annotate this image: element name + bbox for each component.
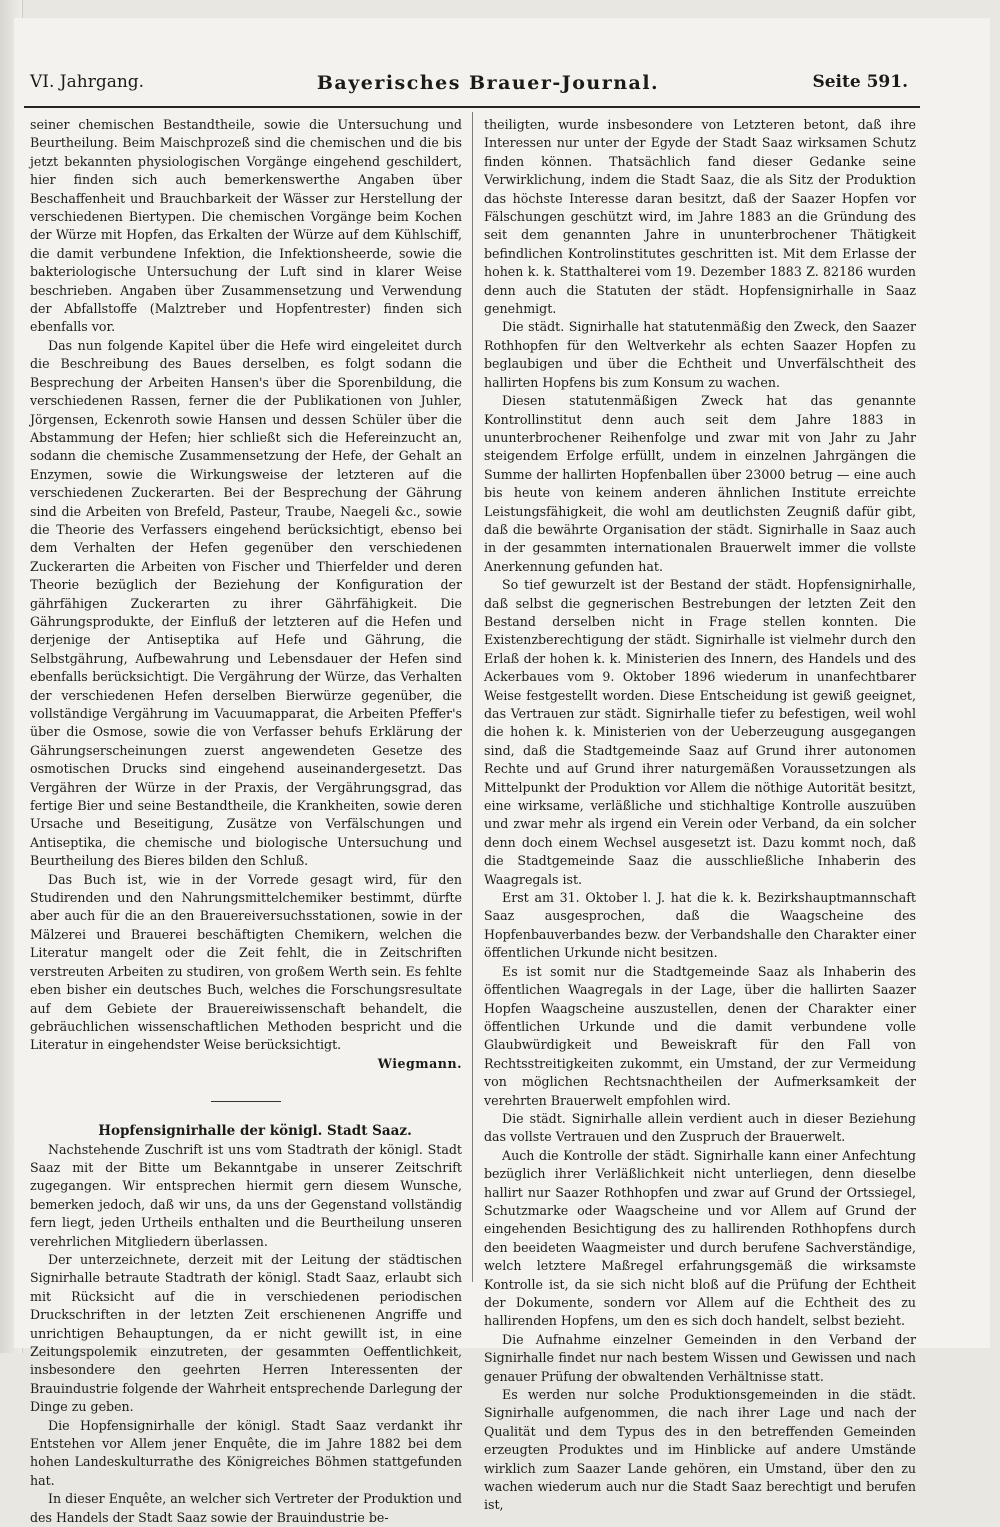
article-title: Hopfensignirhalle der königl. Stadt Saaz. — [98, 1123, 412, 1140]
left-column — [30, 116, 462, 1525]
column-divider — [472, 112, 473, 1282]
paragraph: In dieser Enquête, an welcher sich Vertreter der Produktion und des Handels der Stadt Saaz sowie der Brauindustrie be- — [30, 1491, 462, 1525]
paragraph: So tief gewurzelt ist der Bestand der städt. Hopfensignirhalle, daß selbst die gegnerischen Bestrebungen der letzten Zeit den Bestand derselben nicht in Frage stellen konnten. Die Existenzberechtigung der städt. Signirhalle ist vielmehr durch den Erlaß der hohen k. k. Ministerien des Innern, des Handels und des Ackerbaues vom 9. Oktober 1896 wiederum in unanfechtbarer Weise festgestellt worden. Diese Entscheidung ist gewiß geeignet, das Vertrauen zur städt. Signirhalle tiefer zu befestigen, weil wohl die hohen k. k. Ministerien von der Ueberzeugung ausgegangen sind, daß die Stadtgemeinde Saaz auf Grund ihrer autonomen Rechte und auf Grund ihrer naturgemäßen Voraussetzungen als Mittelpunkt der Produktion vor Allem die nöthige Autorität besitzt, eine wirksame, verläßliche und stichhaltige Kontrolle auszuüben und zwar mehr als irgend ein Verein oder Verband, da ein solcher denn doch einem Wechsel ausgesetzt ist. Dazu kommt noch, daß die Stadtgemeinde Saaz die ausschließliche Inhaberin des Waagregals ist. — [484, 577, 916, 887]
paragraph: Es werden nur solche Produktionsgemeinden in die städt. Signirhalle aufgenommen, die nach ihrer Lage und nach der Qualität und dem Typus des in den betreffenden Gemeinden erzeugten Produktes und im Hinblicke auf andere Umstände wirklich zum Saazer Lande gehören, ein Umstand, über den zu wachen wiederum auch nur die Stadt Saaz berechtigt und berufen ist, — [484, 1387, 916, 1513]
paragraph: Erst am 31. Oktober l. J. hat die k. k. Bezirkshauptmannschaft Saaz ausgesprochen, daß die Waagscheine des Hopfenbauverbandes bezw. der Verbandshalle den Charakter einer öffentlichen Urkunde nicht besitzen. — [484, 890, 916, 961]
paragraph: seiner chemischen Bestandtheile, sowie die Untersuchung und Beurtheilung. Beim Maischprozeß sind die chemischen und die bis jetzt bekannten physiologischen Vorgänge eingehend geschildert, hier finden sich auch bemerkenswerthe Angaben über Beschaffenheit und Brauchbarkeit der Wässer zur Herstellung der verschiedenen Biertypen. Die chemischen Vorgänge beim Kochen der Würze mit Hopfen, das Erkalten der Würze auf dem Kühlschiff, die damit verbundene Infektion, die Infektionsheerde, sowie die bakteriologische Untersuchung der Luft sind in klarer Weise beschrieben. Angaben über Zusammensetzung und Verwendung der Abfallstoffe (Malztreber und Hopfentrester) finden sich ebenfalls vor. — [30, 117, 462, 335]
header-rule — [24, 106, 920, 108]
paragraph: Diesen statutenmäßigen Zweck hat das genannte Kontrollinstitut denn auch seit dem Jahre 1883 in ununterbrochener Reihenfolge und zwar mit von Jahr zu Jahr steigendem Erfolge erfüllt, undem in einzelnen Jahrgängen die Summe der hallirten Hopfenballen über 23000 betrug — eine auch bis heute von keinem anderen ähnlichen Institute erreichte Leistungsfähigkeit, die wohl am deutlichsten Zeugniß dafür gibt, daß die bewährte Organisation der städt. Signirhalle in Saaz auch in der gesammten internationalen Brauerwelt immer die vollste Anerkennung gefunden hat. — [484, 393, 916, 574]
paragraph: Die städt. Signirhalle allein verdient auch in dieser Beziehung das vollste Vertrauen und den Zuspruch der Brauerwelt. — [484, 1110, 916, 1145]
paragraph: Die Hopfensignirhalle der königl. Stadt Saaz verdankt ihr Entstehen vor Allem jener Enquête, die im Jahre 1882 bei dem hohen Landeskulturrathe des Königreiches Böhmen stattgefunden hat. — [30, 1417, 462, 1488]
author-signature: Wiegmann. — [377, 1055, 462, 1071]
paragraph: Die städt. Signirhalle hat statutenmäßig den Zweck, den Saazer Rothhopfen für den Weltverkehr als echten Saazer Hopfen zu beglaubigen und über die Echtheit und Unverfälschtheit des hallirten Hopfens bis zum Konsum zu wachen. — [484, 319, 916, 390]
paragraph: Das nun folgende Kapitel über die Hefe wird eingeleitet durch die Beschreibung des Baues derselben, es folgt sodann die Besprechung der Arbeiten Hansen's über die Sporenbildung, die verschiedenen Rassen, ferner die der Publikationen von Juhler, Jörgensen, Eckenroth sowie Hansen und dessen Schüler über die Abstammung der Hefen; hier schließt sich die Hefereinzucht an, sodann die chemische Zusammensetzung der Hefe, der Gehalt an Enzymen, sowie die Wirkungsweise der letzteren auf die verschiedenen Zuckerarten. Bei der Besprechung der Gährung sind die Arbeiten von Brefeld, Pasteur, Traube, Naegeli &c., sowie die Theorie des Verfassers eingehend berücksichtigt, ebenso bei dem Verhalten der Hefen gegenüber den verschiedenen Zuckerarten die Arbeiten von Fischer und Thierfelder und deren Theorie bezüglich der Beziehung der Konfiguration der gährfähigen Zuckerarten zu ihrer Gährfähigkeit. Die Gährungsprodukte, der Einfluß der letzteren auf die Hefen und derjenige der Antiseptika auf Hefe und Gährung, die Selbstgährung, Aufbewahrung und Lebensdauer der Hefen sind ebenfalls berücksichtigt. Die Vergährung der Würze, das Verhalten der verschiedenen Hefen derselben Bierwürze gegenüber, die vollständige Vergährung im Vacuumapparat, die Arbeiten Pfeffer's über die Osmose, sowie die von Verfasser behufs Erklärung der Gährungserscheinungen zuerst angewendeten Gesetze des osmotischen Drucks sind eingehend auseinandergesetzt. Das Vergähren der Würze in der Praxis, der Vergährungsgrad, das fertige Bier und seine Bestandtheile, die Krankheiten, sowie deren Ursache und Beseitigung, Zusätze von Verfälschungen und Antiseptika, die chemische und biologische Untersuchung und Beurtheilung des Bieres bilden den Schluß. — [30, 337, 462, 869]
page-number: Seite 591. — [812, 72, 908, 92]
section-separator — [211, 1101, 281, 1102]
page-header — [30, 64, 908, 98]
paragraph: Das Buch ist, wie in der Vorrede gesagt wird, für den Studirenden und den Nahrungsmittelchemiker bestimmt, dürfte aber auch für die an den Brauereiversuchsstationen, sowie in der Mälzerei und Brauerei beschäftigten Chemikern, welchen die Literatur mangelt oder die Zeit fehlt, die in Zeitschriften verstreuten Arbeiten zu studiren, von großem Werth sein. Es fehlte eben bisher ein deutsches Buch, welches die Forschungsresultate auf dem Gebiete der Brauereiwissenschaft behandelt, die gebräuchlichen wissenschaftlichen Methoden bespricht und die Literatur in eingehendster Weise berücksichtigt. — [30, 871, 462, 1053]
paragraph: Nachstehende Zuschrift ist uns vom Stadtrath der königl. Stadt Saaz mit der Bitte um Bekanntgabe in unserer Zeitschrift zugegangen. Wir entsprechen hiermit gern diesem Wunsche, bemerken jedoch, daß wir uns, da uns der Gegenstand vollständig fern liegt, jeden Urtheils enthalten und die Beurtheilung unseren verehrlichen Mitgliedern überlassen. — [30, 1141, 462, 1249]
paragraph: theiligten, wurde insbesondere von Letzteren betont, daß ihre Interessen nur unter der Egyde der Stadt Saaz wirksamen Schutz finden können. Thatsächlich fand dieser Gedanke seine Verwirklichung, indem die Stadt Saaz, die als Sitz der Produktion das höchste Interesse daran besitzt, daß der Saazer Hopfen vor Fälschungen geschützt wird, im Jahre 1883 an die Gründung des seit dem genannten Jahre in ununterbrochener Thätigkeit befindlichen Kontrolinstitutes geschritten ist. Mit dem Erlasse der hohen k. k. Statthalterei vom 19. Dezember 1883 Z. 82186 wurden denn auch die Statuten der städt. Hopfensignirhalle in Saaz genehmigt. — [484, 117, 916, 317]
journal-title: Bayerisches Brauer-Journal. — [316, 72, 660, 94]
paragraph: Auch die Kontrolle der städt. Signirhalle kann einer Anfechtung bezüglich ihrer Verläßlichkeit nicht unterliegen, denn dieselbe hallirt nur Saazer Rothhopfen und zwar auf Grund der Ortssiegel, Schutzmarke oder Waagscheine und vor Allem auf Grund der eingehenden Besichtigung des zu hallirenden Rothhopfens durch den beeideten Waagmeister und durch berufene Sachverständige, welch letztere Maßregel erfahrungsgemäß die wirksamste Kontrolle ist, da sie sich nicht bloß auf die Prüfung der Echtheit der Dokumente, sondern vor Allem auf die Echtheit des zu hallirenden Hopfens, um den es sich doch handelt, selbst bezieht. — [484, 1147, 916, 1329]
volume-label: VI. Jahrgang. — [30, 72, 145, 92]
right-column — [484, 116, 916, 1513]
paragraph: Der unterzeichnete, derzeit mit der Leitung der städtischen Signirhalle betraute Stadtrath der königl. Stadt Saaz, erlaubt sich mit Rücksicht auf die in verschiedenen periodischen Druckschriften in der letzten Zeit erschienenen Angriffe und unrichtigen Behauptungen, da er nicht gewillt ist, in eine Zeitungspolemik einzutreten, der gesammten Oeffentlichkeit, insbesondere den geehrten Herren Interessenten der Brauindustrie folgende der Wahrheit entsprechende Darlegung der Dinge zu geben. — [30, 1251, 462, 1415]
paragraph: Es ist somit nur die Stadtgemeinde Saaz als Inhaberin des öffentlichen Waagregals in der Lage, über die hallirten Saazer Hopfen Waagscheine auszustellen, denen der Charakter einer öffentlichen Urkunde und die damit verbundene volle Glaubwürdigkeit und Beweiskraft für den Fall von Rechtsstreitigkeiten zukommt, ein Umstand, der zur Vermeidung von möglichen Rechtsnachtheilen der Aufmerksamkeit der verehrten Brauerwelt empfohlen wird. — [484, 963, 916, 1108]
paragraph: Die Aufnahme einzelner Gemeinden in den Verband der Signirhalle findet nur nach bestem Wissen und Gewissen und nach genauer Prüfung der obwaltenden Verhältnisse statt. — [484, 1331, 916, 1384]
